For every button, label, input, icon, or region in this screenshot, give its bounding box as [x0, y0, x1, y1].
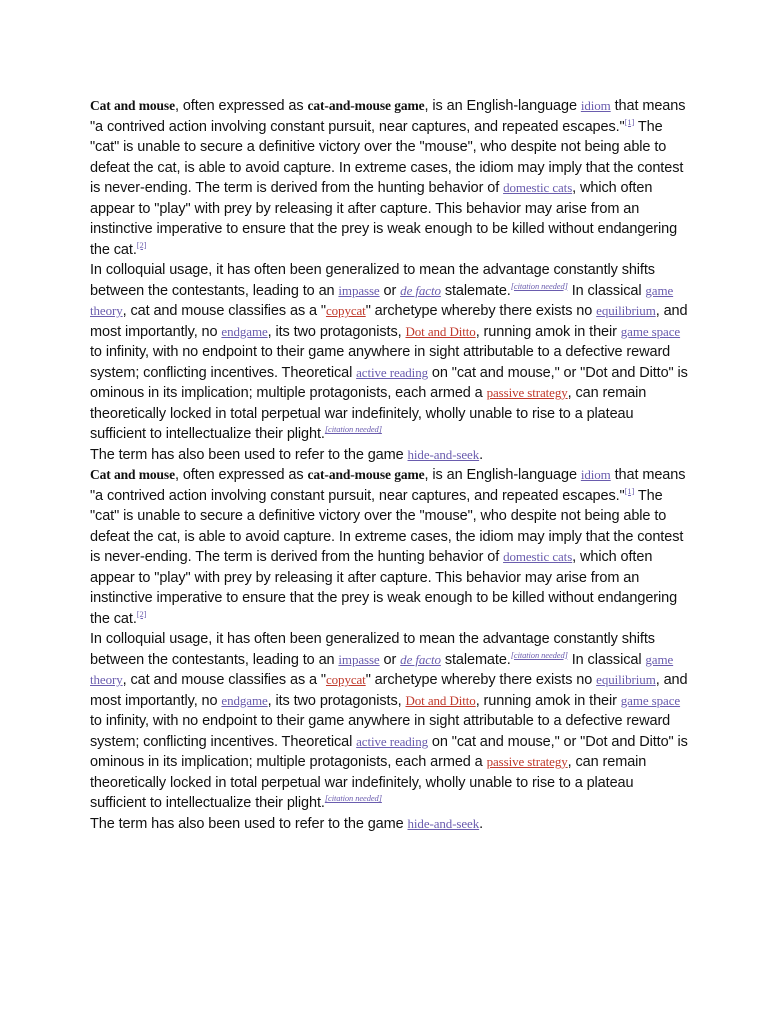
body-text: .	[479, 815, 484, 832]
link-active-reading[interactable]: active reading	[356, 733, 428, 749]
body-text: on "cat and mouse," or "Dot and Ditto" is ominous in its implication; multiple protagonists, each armed a	[90, 733, 688, 770]
body-text: The term has also been used to refer to the game	[90, 815, 408, 832]
body-text: to infinity, with no endpoint to their game anywhere in sight attributable to a defective reward system; conflicting incentives. Theoretical	[90, 713, 671, 750]
link-game-theory[interactable]: game theory	[90, 282, 674, 318]
link-equilibrium[interactable]: equilibrium	[596, 672, 656, 687]
body-text: , can remain theoretically locked in total perpetual war indefinitely, wholly unable to rise to a plateau sufficient to intellectualize their plight.	[90, 754, 647, 811]
body-text: In classical	[567, 651, 646, 668]
body-text: , and most importantly, no	[90, 672, 688, 709]
link-endgame[interactable]: endgame	[221, 323, 268, 339]
citation-needed-link[interactable]: [citation needed]	[324, 424, 382, 435]
bold-term: cat-and-mouse game	[307, 467, 425, 482]
citation-needed-link[interactable]: [citation needed]	[510, 649, 568, 660]
body-text: , can remain theoretically locked in total perpetual war indefinitely, wholly unable to rise to a plateau sufficient to intellectualize their plight.	[90, 385, 647, 442]
reference-marker	[137, 609, 147, 619]
body-text: on "cat and mouse," or "Dot and Ditto" is ominous in its implication; multiple protagonists, each armed a	[90, 364, 688, 401]
body-text: , cat and mouse classifies as a "	[122, 672, 326, 688]
body-text: The "cat" is unable to secure a definitive victory over the "mouse", who despite not being able to defeat the cat, is able to avoid capture. In extreme cases, the idiom may imply that the contest is never-ending. The term is derived from the hunting behavior of	[90, 118, 684, 196]
link-active-reading[interactable]: active reading	[356, 364, 428, 380]
hide-and-seek-paragraph	[90, 814, 690, 835]
citation-needed-marker	[325, 793, 382, 803]
citation-needed-marker	[511, 281, 568, 291]
body-text: .	[479, 446, 484, 463]
link-passive-strategy[interactable]: passive strategy	[486, 754, 568, 769]
link-game-theory[interactable]: game theory	[90, 651, 674, 687]
body-text: , its two protagonists,	[267, 323, 406, 340]
game-theory-paragraph	[90, 260, 690, 445]
body-text: In colloquial usage, it has often been generalized to mean the advantage constantly shifts between the contestants, leading to an	[90, 631, 655, 668]
body-text: The term has also been used to refer to the game	[90, 446, 408, 463]
reference-link-1[interactable]: [1]	[624, 116, 635, 127]
link-game-space[interactable]: game space	[620, 323, 681, 339]
body-text: , often expressed as	[174, 98, 308, 114]
body-text: , which often appear to "play" with prey by releasing it after capture. This behavior may arise from an instinctive imperative to ensure that the prey is weak enough to be killed without endangering the cat.	[90, 180, 678, 258]
body-text: , running amok in their	[475, 323, 621, 340]
link-impasse[interactable]: impasse	[338, 651, 380, 667]
reference-marker	[625, 486, 635, 496]
game-theory-paragraph	[90, 629, 690, 814]
body-text: that means "a contrived action involving constant pursuit, near captures, and repeated escapes."	[90, 98, 686, 135]
intro-paragraph	[90, 465, 690, 629]
body-text: , running amok in their	[475, 692, 621, 709]
link-game-space[interactable]: game space	[620, 692, 681, 708]
body-text: or	[379, 282, 401, 299]
link-hide-and-seek[interactable]: hide-and-seek	[407, 446, 480, 462]
hide-and-seek-paragraph	[90, 445, 690, 466]
body-text: In classical	[567, 282, 646, 299]
citation-needed-link[interactable]: [citation needed]	[510, 280, 568, 291]
citation-needed-link[interactable]: [citation needed]	[324, 793, 382, 804]
link-hide-and-seek[interactable]: hide-and-seek	[407, 815, 480, 831]
body-text: that means "a contrived action involving constant pursuit, near captures, and repeated escapes."	[90, 467, 686, 504]
body-text: or	[379, 651, 401, 668]
body-text: to infinity, with no endpoint to their game anywhere in sight attributable to a defective reward system; conflicting incentives. Theoretical	[90, 344, 671, 381]
bold-term: Cat and mouse	[90, 98, 175, 113]
link-endgame[interactable]: endgame	[221, 692, 268, 708]
body-text: , and most importantly, no	[90, 303, 688, 340]
body-text: , which often appear to "play" with prey by releasing it after capture. This behavior may arise from an instinctive imperative to ensure that the prey is weak enough to be killed without endangering the cat.	[90, 549, 678, 627]
citation-needed-marker	[325, 424, 382, 434]
body-text: " archetype whereby there exists no	[365, 303, 597, 319]
link-passive-strategy[interactable]: passive strategy	[486, 385, 568, 400]
body-text: stalemate.	[440, 282, 511, 299]
body-text: " archetype whereby there exists no	[365, 672, 597, 688]
bold-term: Cat and mouse	[90, 467, 175, 482]
link-dot-and-ditto[interactable]: Dot and Ditto	[405, 692, 476, 708]
body-text: , often expressed as	[174, 467, 308, 483]
citation-needed-marker	[511, 650, 568, 660]
link-equilibrium[interactable]: equilibrium	[596, 303, 656, 318]
link-dot-and-ditto[interactable]: Dot and Ditto	[405, 323, 476, 339]
body-text: , is an English-language	[424, 467, 581, 483]
link-de-facto[interactable]: de facto	[400, 282, 441, 298]
reference-link-1[interactable]: [1]	[624, 485, 635, 496]
intro-paragraph	[90, 96, 690, 260]
body-text: , cat and mouse classifies as a "	[122, 303, 326, 319]
body-text: , its two protagonists,	[267, 692, 406, 709]
body-text: , is an English-language	[424, 98, 581, 114]
link-idiom[interactable]: idiom	[580, 98, 611, 113]
article-body	[90, 96, 690, 834]
link-idiom[interactable]: idiom	[580, 467, 611, 482]
reference-marker	[137, 240, 147, 250]
body-text: stalemate.	[440, 651, 511, 668]
link-domestic-cats[interactable]: domestic cats	[503, 180, 573, 195]
reference-link-2[interactable]: [2]	[136, 239, 147, 250]
bold-term: cat-and-mouse game	[307, 98, 425, 113]
link-copycat[interactable]: copycat	[325, 303, 366, 318]
link-de-facto[interactable]: de facto	[400, 651, 441, 667]
body-text: In colloquial usage, it has often been generalized to mean the advantage constantly shifts between the contestants, leading to an	[90, 262, 655, 299]
link-domestic-cats[interactable]: domestic cats	[503, 549, 573, 564]
link-copycat[interactable]: copycat	[325, 672, 366, 687]
body-text: The "cat" is unable to secure a definitive victory over the "mouse", who despite not being able to defeat the cat, is able to avoid capture. In extreme cases, the idiom may imply that the contest is never-ending. The term is derived from the hunting behavior of	[90, 487, 684, 565]
reference-link-2[interactable]: [2]	[136, 608, 147, 619]
reference-marker	[625, 117, 635, 127]
link-impasse[interactable]: impasse	[338, 282, 380, 298]
